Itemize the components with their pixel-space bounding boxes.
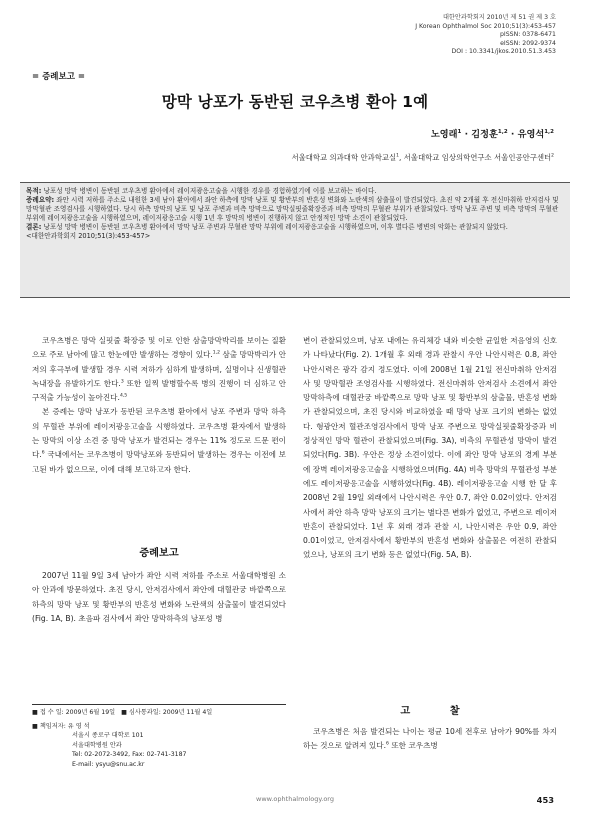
discussion-column: [303, 725, 557, 754]
author-name: 김정훈: [471, 129, 498, 140]
corresponding-label: ■ 책임저자:: [32, 722, 66, 730]
reference-mark: 3: [120, 379, 124, 385]
discussion-text: 또한 코우츠병: [388, 741, 438, 751]
author-affil-mark: 1,2: [544, 128, 554, 135]
received-date: 2009년 6월 19일: [65, 709, 116, 716]
case-paragraph-1: 2007년 11월 9일 3세 남아가 좌안 시력 저하를 주소로 서울대학병원 소아 안과에 방문하였다. 초진 당시, 안저검사에서 좌안에 대혈관궁 바깥쪽으로 하측의 망막 낭포 및 황반부의 반흔성 변화와 노란색의 삼출물이 발견되었다(Fig. 1A, B). 초음파 검사에서 좌안 망막하측의 낭포성 병: [32, 571, 286, 623]
case-paragraph-continued: 변이 관찰되었으며, 낭포 내에는 유리체강 내와 비슷한 균일한 저음영의 신호가 나타났다(Fig. 2). 1개월 후 외래 경과 관찰시 우안 나안시력은 0.8, 좌안 나안시력은 광각 감지 정도였다. 이에 2008년 1월 21일 전신마취하 안저검사 및 망막혈관 조영검사를 시행하였다. 전신마취하 안저검사 소견에서 좌안 망막하측에 대혈관궁 바깥쪽으로 망막 낭포 및 황반부의 삼출물, 반흔성 변화가 관찰되었으며, 초진 당시와 비교하였을 때 망막 낭포 크기의 변화는 없었다. 형광안저 혈관조영검사에서 망막 낭포 주변으로 망막실핏줄확장증과 비정상적인 망막 혈관이 관찰되었으며(Fig. 3A), 비측의 무혈관성 망막이 발견되었다(Fig. 3B). 우안은 정상 소견이었다. 이에 좌안 망막 낭포의 경계 부분에 장벽 레이저광응고술을 시행하였으며(Fig. 4A) 비측 망막의 무혈관성 부분에도 레이저광응고술을 시행하였다(Fig. 4B). 레이저광응고술 시행 한 달 후 2008년 2월 19일 외래에서 나안시력은 우안 0.7, 좌안 0.02이었다. 안저검사에서 좌안 하측 망막 낭포의 크기는 별다른 변화가 없었고, 주변으로 레이저 반흔이 관찰되었다. 1년 후 외래 경과 관찰 시, 나안시력은 우안 0.9, 좌안 0.01이었고, 안저검사에서 황반부의 반흔성 변화와 삼출물은 여전히 관찰되었으나, 낭포의 크기 변화 등은 없었다(Fig. 5A, B).: [303, 336, 557, 560]
author-affil-mark: 1,2: [497, 128, 508, 135]
received-label: ■ 접 수 일:: [32, 709, 64, 716]
affiliations: [291, 152, 554, 163]
abstract-conclusion: [26, 223, 564, 232]
author-list: [431, 126, 554, 140]
affiliation-separator: ,: [398, 153, 404, 162]
email-line: E-mail: ysyu@snu.ac.kr: [72, 760, 145, 768]
intro-text: 코우츠병은 망막 실핏줄 확장증 및 이로 인한 삼출망막박리를 보이는 질환으로 주로 남아에 많고 한눈에만 발생하는 경향이 있다.: [32, 336, 286, 360]
corresponding-name: 유 영 석: [67, 722, 90, 730]
journal-info: [296, 14, 556, 57]
reference-mark: 1,2: [212, 350, 221, 356]
article-title: 망막 낭포가 동반된 코우츠병 환아 1예: [161, 93, 429, 111]
intro-text: 또한 일찍 발병할수록 병의 진행이 더 심하고 안구적출 가능성이 높아진다.: [32, 378, 286, 403]
journal-url: www.ophthalmology.org: [256, 795, 334, 803]
footnote-divider: [32, 704, 286, 705]
address-line: 서울대학병원 안과: [72, 741, 122, 749]
footnote-block: [32, 708, 286, 770]
affiliation-2: 서울대학교 임상의학연구소 서울인공안구센터: [403, 153, 552, 162]
abstract-citation: <대한안과학회지 2010;51(3):453-457>: [26, 231, 151, 240]
discussion-paragraph-1: [303, 725, 557, 754]
intro-text: 본 증례는 망막 낭포가 동반된 코우츠병 환아에서 낭포 주변과 망막 하측의 무혈관 부위에 레이저광응고술을 시행하였다. 코우츠병 환자에서 발생하는 망막의 이상 소견 중 망막 낭포가 발견되는 경우는 11% 정도로 드문 편이다.: [32, 407, 286, 460]
author-name: 유영석: [517, 129, 545, 140]
author-affil-mark: 1: [457, 128, 462, 135]
article-category: = 증례보고 =: [32, 72, 86, 82]
affiliation-mark: 1: [396, 153, 399, 159]
page-number: 453: [536, 795, 554, 805]
corresponding-row: [32, 722, 286, 732]
pissn: pISSN: 0378-6471: [499, 31, 556, 39]
abstract-conclusion-label: 결론:: [26, 222, 42, 231]
case-report-heading: 증례보고: [139, 548, 179, 559]
received-row: [32, 708, 286, 718]
abstract-case-label: 증례요약:: [26, 195, 55, 204]
abstract-purpose-label: 목적:: [26, 187, 42, 195]
abstract-case-text: 좌안 시력 저하를 주소로 내원한 3세 남아 환아에서 좌안 하측에 망막 낭포 및 황반부의 반흔성 변화와 노란색의 삼출물이 발견되었다. 초진 약 2개월 후 전신마취하 안저검사 및 망막혈관 조영검사를 시행하였다. 당시 하측 망막의 낭포 및 낭포 주변과 비측 망막으로 망막실핏줄확장증과 비측 망막의 무혈관 부위가 관찰되었다. 망막 낭포 주변 및 비측 망막의 무혈관 부위에 레이저광응고술을 시행하였으며, 레이저광응고술 시행 1년 후 망막의 병변이 진행하지 않고 안정적인 망막 소견이 관찰되었다.: [26, 195, 559, 222]
journal-citation: J Korean Ophthalmol Soc 2010;51(3):453-457: [415, 22, 556, 30]
abstract-conclusion-text: 낭포성 망막 병변이 동반된 코우츠병 환아에서 망막 낭포 주변과 무혈관 망막 부위에 레이저광응고술을 시행하였으며, 이후 별다른 병변의 악화는 관찰되지 않았다.: [41, 222, 508, 231]
affiliation-mark: 2: [551, 153, 554, 159]
doi: DOI : 10.3341/jkos.2010.51.3.453: [451, 48, 556, 56]
author-separator: ·: [461, 129, 472, 140]
accepted-date: 2009년 11월 4일: [162, 709, 213, 716]
abstract-purpose: [26, 187, 564, 196]
intro-paragraph-2: [32, 405, 286, 476]
address-line: 서울시 종로구 대학로 101: [72, 732, 144, 740]
reference-mark: 4,5: [119, 393, 128, 399]
case-report-continued-column: [303, 334, 557, 563]
case-report-column: [32, 569, 286, 626]
reference-mark: 6: [41, 450, 45, 456]
abstract-purpose-text: 낭포성 망막 병변이 동반된 코우츠병 환아에서 레이저광응고술을 시행한 경우를 경험하였기에 이를 보고하는 바이다.: [41, 187, 377, 195]
accepted-label: ■ 심사통과일:: [121, 709, 161, 716]
intro-text: 국내에서는 코우츠병이 망막낭포와 동반되어 발생하는 경우는 이전에 보고된 바가 없으므로, 이에 대해 보고하고자 한다.: [32, 450, 286, 474]
author-separator: ·: [507, 129, 518, 140]
intro-column: [32, 334, 286, 477]
journal-line: 대한안과학회지 2010년 제 51 권 제 3 호: [442, 14, 556, 21]
abstract-case: [26, 196, 564, 223]
discussion-text: 코우츠병은 처음 발견되는 나이는 평균 10세 전후로 남아가 90%를 차지하는 것으로 알려져 있다.: [303, 727, 557, 751]
intro-paragraph-1: [32, 334, 286, 405]
phone-line: Tel: 02-2072-3492, Fax: 02-741-3187: [72, 751, 187, 759]
intro-text: 삼출 망막박리가 안저의 후극부에 발생할 경우 시력 저하가 심하게 발생하며, 실명이나 신생혈관 녹내장을 유발하기도 한다.: [32, 350, 286, 388]
discussion-heading: 고 찰: [400, 706, 478, 717]
affiliation-1: 서울대학교 의과대학 안과학교실: [291, 153, 397, 162]
author-name: 노영래: [430, 129, 458, 140]
eissn: eISSN: 2092-9374: [500, 39, 556, 47]
abstract-box: [20, 182, 570, 298]
reference-mark: 6: [386, 741, 389, 747]
